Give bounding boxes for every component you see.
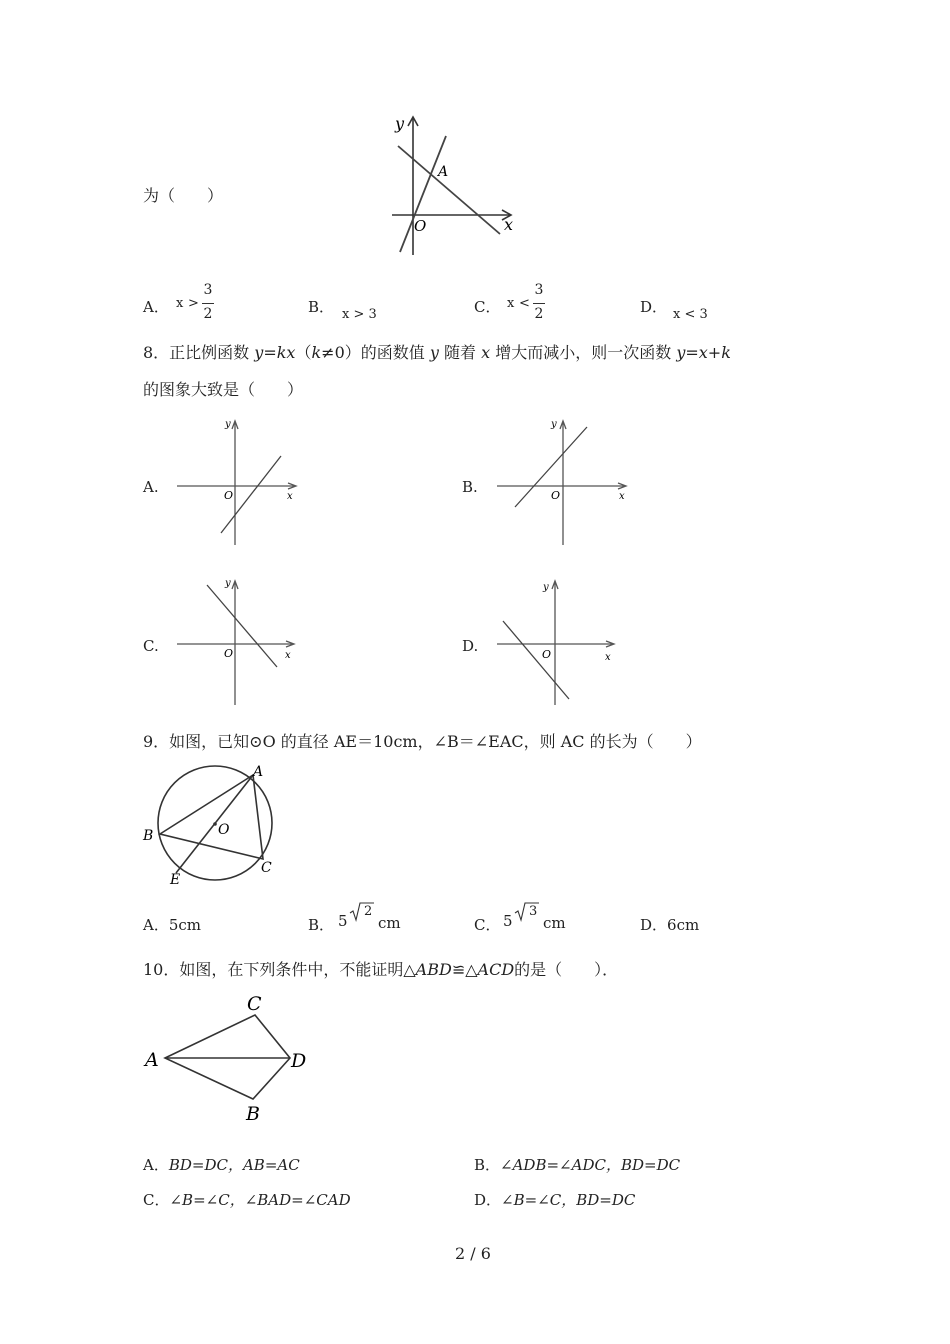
svg-text:y: y — [225, 578, 231, 589]
q7-option-a-num: 3 — [203, 282, 213, 298]
q7-y-label: y — [395, 114, 405, 133]
svg-text:x: x — [619, 491, 625, 502]
svg-text:O: O — [218, 822, 230, 838]
q7-option-c-den: 2 — [534, 306, 544, 322]
svg-text:B: B — [143, 828, 154, 844]
svg-text:D: D — [291, 1050, 307, 1072]
q7-option-a-lhs: x — [176, 296, 184, 311]
q9-option-b-letter[interactable]: B． — [308, 916, 335, 934]
svg-text:C: C — [247, 993, 262, 1015]
svg-text:C: C — [261, 860, 272, 876]
q7-option-d-letter[interactable]: D． — [640, 298, 668, 316]
q8-stem-line2: 的图象大致是（ ） — [143, 380, 304, 399]
q9-option-c-radicand: 3 — [529, 904, 538, 919]
svg-text:B: B — [246, 1103, 260, 1125]
svg-text:A: A — [253, 764, 264, 780]
svg-text:O: O — [224, 647, 234, 660]
q7-option-c-letter[interactable]: C． — [474, 298, 501, 316]
q8-graph-d — [495, 575, 620, 710]
q8-graph-b — [495, 415, 630, 550]
page-number: 2 / 6 — [455, 1244, 491, 1263]
q9-option-b-radicand: 2 — [364, 904, 373, 919]
svg-text:x: x — [285, 650, 291, 661]
q7-option-c-op: < — [519, 296, 530, 311]
q8-d-line — [503, 621, 569, 699]
svg-text:y: y — [551, 419, 557, 430]
svg-text:O: O — [224, 489, 234, 502]
q7-option-c-num: 3 — [534, 282, 544, 298]
q7-option-c-lhs: x — [507, 296, 515, 311]
q8-option-c-letter[interactable]: C. — [143, 637, 159, 655]
q9-center-dot — [213, 822, 217, 826]
svg-text:y: y — [225, 419, 231, 430]
q10-figure — [143, 990, 318, 1125]
q8-graph-a — [175, 415, 300, 550]
q9-option-c-letter[interactable]: C． — [474, 916, 501, 934]
q7-option-d-expr: x < 3 — [673, 307, 708, 322]
q9-option-d[interactable]: D．6cm — [640, 916, 700, 934]
q10-stem: 10．如图，在下列条件中，不能证明△ABD≌△ACD的是（ ）． — [143, 960, 619, 979]
q9-option-b-coef: 5 — [338, 912, 348, 930]
q8-c-line — [207, 585, 277, 667]
svg-text:O: O — [542, 648, 552, 661]
q8-stem-line1: 8．正比例函数 y=kx（k≠0）的函数值 y 随着 x 增大而减小，则一次函数 y=x+k — [143, 343, 731, 362]
q7-point-a-label: A — [438, 164, 449, 180]
q10-option-d[interactable]: D．∠B=∠C，BD=DC — [474, 1191, 636, 1209]
q7-x-label: x — [504, 215, 514, 234]
q9-option-c-coef: 5 — [503, 912, 513, 930]
q9-option-a[interactable]: A．5cm — [143, 916, 202, 934]
q7-origin-label: O — [414, 217, 427, 235]
q9-option-b-unit: cm — [378, 914, 401, 932]
q10-option-a[interactable]: A．BD=DC，AB=AC — [143, 1156, 300, 1174]
q9-figure — [143, 762, 278, 887]
q8-graph-c — [175, 575, 300, 710]
q7-option-a-op: > — [188, 296, 199, 311]
q10-quadrilateral — [165, 1015, 290, 1099]
svg-text:y: y — [543, 582, 549, 593]
q7-option-b-letter[interactable]: B． — [308, 298, 335, 316]
q7-option-a-den: 2 — [203, 306, 213, 322]
q8-option-d-letter[interactable]: D. — [462, 637, 479, 655]
q10-option-b[interactable]: B．∠ADB=∠ADC，BD=DC — [474, 1156, 681, 1174]
q8-option-b-letter[interactable]: B. — [462, 478, 478, 496]
svg-text:x: x — [287, 491, 293, 502]
svg-text:E: E — [170, 872, 181, 888]
q9-option-c-unit: cm — [543, 914, 566, 932]
q7-option-a-letter[interactable]: A． — [143, 298, 169, 316]
q10-option-c[interactable]: C．∠B=∠C，∠BAD=∠CAD — [143, 1191, 351, 1209]
q8-option-a-letter[interactable]: A. — [143, 478, 159, 496]
q7-stem-tail: 为（ ） — [143, 186, 224, 205]
q7-figure — [380, 110, 530, 260]
svg-text:x: x — [605, 652, 611, 663]
svg-text:O: O — [551, 489, 561, 502]
q9-stem: 9．如图，已知⊙O 的直径 AE＝10cm，∠B＝∠EAC，则 AC 的长为（ ） — [143, 732, 702, 751]
q7-option-b-expr: x > 3 — [342, 307, 377, 322]
svg-text:A: A — [145, 1049, 159, 1071]
